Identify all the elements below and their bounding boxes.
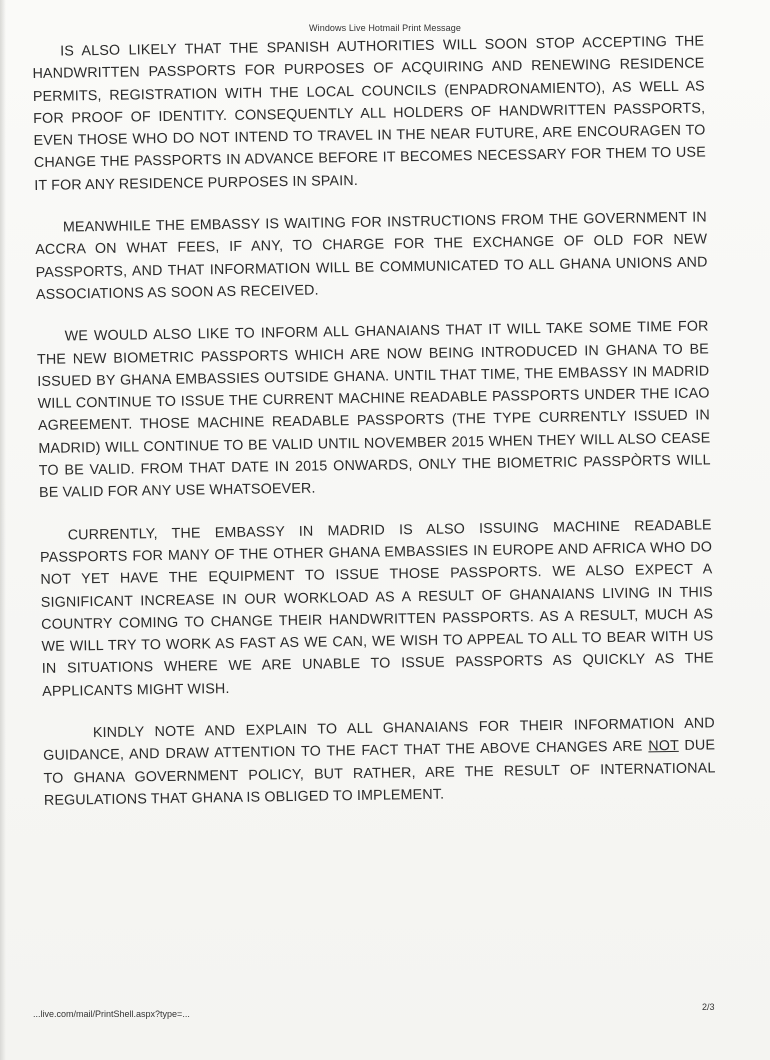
print-header-title: Windows Live Hotmail Print Message [309,23,461,33]
paragraph-handwritten-passports: IS ALSO LIKELY THAT THE SPANISH AUTHORITIES WILL SOON STOP ACCEPTING THE HANDWRITTEN PASSPORTS FOR PURPOSES OF ACQUIRING AND RENEWING RESIDENCE PERMITS, REGISTRATION WITH THE LOCAL COUNCILS (ENPADRONAMIENTO), AS WELL AS FOR PROOF OF IDENTITY. CONSEQUENTLY ALL HOLDERS OF HANDWRITTEN PASSPORTS, EVEN THOSE WHO DO NOT INTEND TO TRAVEL IN THE NEAR FUTURE, ARE ENCOURAGEN TO CHANGE THE PASSPORTS IN ADVANCE BEFORE IT BECOMES NECESSARY FOR THEM TO USE IT FOR ANY RESIDENCE PURPOSES IN SPAIN. [32,33,706,194]
paragraph-fees-instructions: MEANWHILE THE EMBASSY IS WAITING FOR INSTRUCTIONS FROM THE GOVERNMENT IN ACCRA ON WHAT FEES, IF ANY, TO CHARGE FOR THE EXCHANGE OF OLD FOR NEW PASSPORTS, AND THAT INFORMATION WILL BE COMMUNICATED TO ALL GHANA UNIONS AND ASSOCIATIONS AS SOON AS RECEIVED. [35,209,708,303]
paragraph-biometric-passports: WE WOULD ALSO LIKE TO INFORM ALL GHANAIANS THAT IT WILL TAKE SOME TIME FOR THE NEW BIOMETRIC PASSPORTS WHICH ARE NOW BEING INTRODUCED IN GHANA TO BE ISSUED BY GHANA EMBASSIES OUTSIDE GHANA. UNTIL THAT TIME, THE EMBASSY IN MADRID WILL CONTINUE TO ISSUE THE CURRENT MACHINE READABLE PASSPORTS UNDER THE ICAO AGREEMENT. THOSE MACHINE READABLE PASSPORTS (THE TYPE CURRENTLY ISSUED IN MADRID) WILL CONTINUE TO BE VALID UNTIL NOVEMBER 2015 WHEN THEY WILL ALSO CEASE TO BE VALID. FROM THAT DATE IN 2015 ONWARDS, ONLY THE BIOMETRIC PASSPÒRTS WILL BE VALID FOR ANY USE WHATSOEVER. [36,318,711,502]
page-number: 2/3 [702,1002,715,1012]
paragraph-workload: CURRENTLY, THE EMBASSY IN MADRID IS ALSO ISSUING MACHINE READABLE PASSPORTS FOR MANY OF THE OTHER GHANA EMBASSIES IN EUROPE AND AFRICA WHO DO NOT YET HAVE THE EQUIPMENT TO ISSUE THOSE PASSPORTS. WE ALSO EXPECT A SIGNIFICANT INCREASE IN OUR WORKLOAD AS A RESULT OF GHANAIANS LIVING IN THIS COUNTRY COMING TO CHANGE THEIR HANDWRITTEN PASSPORTS. AS A RESULT, MUCH AS WE WILL TRY TO WORK AS FAST AS WE CAN, WE WISH TO APPEAL TO ALL TO BEAR WITH US IN SITUATIONS WHERE WE ARE UNABLE TO ISSUE PASSPORTS AS QUICKLY AS THE APPLICANTS MIGHT WISH. [39,517,714,700]
kindly-note-text-start: KINDLY NOTE AND EXPLAIN TO ALL GHANAIANS FOR THEIR INFORMATION AND GUIDANCE, AND DRAW ATTENTION TO THE FACT THAT THE ABOVE CHANGES ARE [43,715,715,765]
paragraph-kindly-note [43,712,716,812]
print-footer-url: ...live.com/mail/PrintShell.aspx?type=... [33,1009,190,1019]
letter-body [32,30,716,832]
emphasis-not: NOT [648,738,679,755]
kindly-note-text-end: DUE TO GHANA GOVERNMENT POLICY, BUT RATHER, ARE THE RESULT OF INTERNATIONAL REGULATIONS THAT GHANA IS OBLIGED TO IMPLEMENT. [43,737,716,809]
page-edge-shadow [0,0,6,1060]
